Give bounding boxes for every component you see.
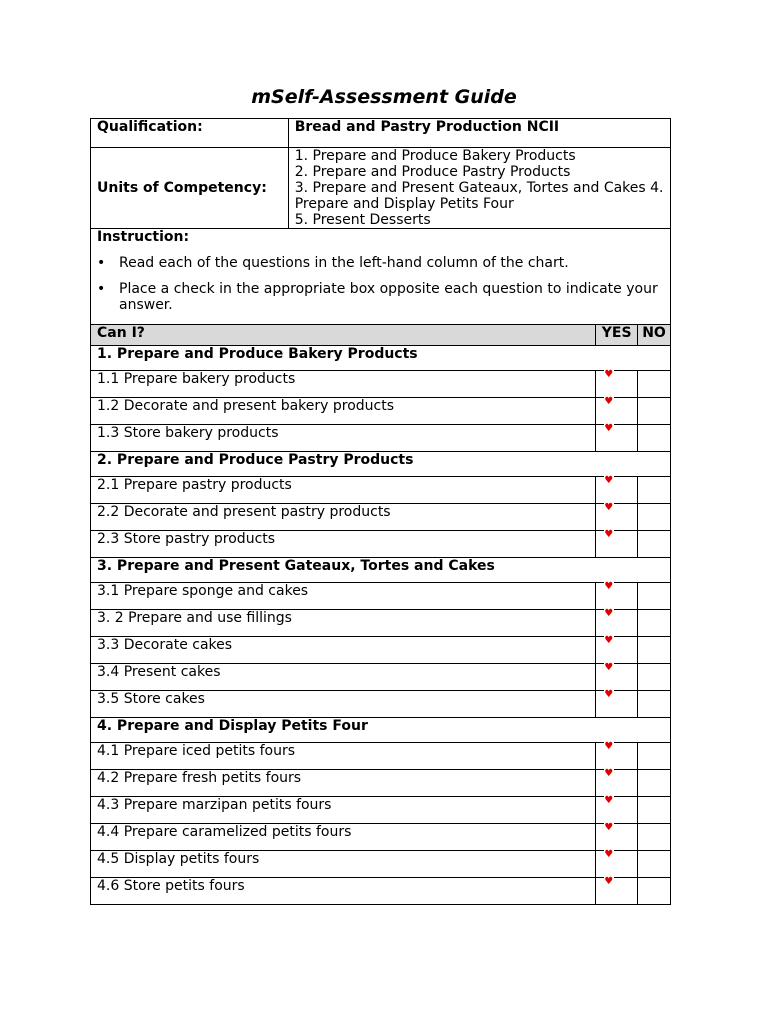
heart-check-icon: ♥	[604, 475, 614, 486]
unit-line: 1. Prepare and Produce Bakery Products	[294, 148, 576, 164]
table-row	[91, 637, 671, 664]
no-checkbox-cell[interactable]	[638, 824, 671, 851]
instruction-label: Instruction:	[97, 229, 190, 245]
question-text: 4.1 Prepare iced petits fours	[91, 743, 596, 770]
check-mark-icon	[604, 663, 614, 671]
heart-check-icon: ♥	[604, 369, 614, 380]
question-text: 2.3 Store pastry products	[91, 531, 596, 558]
check-mark-icon	[604, 424, 614, 432]
table-row	[91, 504, 671, 531]
table-row	[91, 425, 671, 452]
yes-checkbox-cell[interactable]	[596, 797, 638, 824]
yes-checkbox-cell[interactable]	[596, 531, 638, 558]
table-row	[91, 770, 671, 797]
table-row	[91, 477, 671, 504]
no-checkbox-cell[interactable]	[638, 610, 671, 637]
question-text: 1.2 Decorate and present bakery products	[91, 398, 596, 425]
section-row	[91, 346, 671, 371]
question-text: 3.5 Store cakes	[91, 691, 596, 718]
heart-check-icon: ♥	[604, 849, 614, 860]
table-row	[91, 691, 671, 718]
heart-check-icon: ♥	[604, 529, 614, 540]
check-mark-icon	[604, 476, 614, 484]
check-mark-icon	[604, 582, 614, 590]
check-mark-icon	[604, 370, 614, 378]
no-checkbox-cell[interactable]	[638, 878, 671, 905]
check-mark-icon	[604, 796, 614, 804]
unit-line: 3. Prepare and Present Gateaux, Tortes and Cakes 4. Prepare and Display Petits Four	[294, 180, 664, 212]
header-yes: YES	[596, 325, 638, 346]
check-mark-icon	[604, 769, 614, 777]
yes-checkbox-cell[interactable]	[596, 743, 638, 770]
check-mark-icon	[604, 690, 614, 698]
yes-checkbox-cell[interactable]	[596, 878, 638, 905]
yes-checkbox-cell[interactable]	[596, 824, 638, 851]
assessment-table	[90, 118, 671, 905]
section-title: 2. Prepare and Produce Pastry Products	[91, 452, 671, 477]
heart-check-icon: ♥	[604, 502, 614, 513]
yes-checkbox-cell[interactable]	[596, 398, 638, 425]
header-no: NO	[638, 325, 671, 346]
no-checkbox-cell[interactable]	[638, 531, 671, 558]
no-checkbox-cell[interactable]	[638, 371, 671, 398]
yes-checkbox-cell[interactable]	[596, 371, 638, 398]
heart-check-icon: ♥	[604, 822, 614, 833]
table-row	[91, 398, 671, 425]
heart-check-icon: ♥	[604, 768, 614, 779]
bullet-icon: •	[97, 255, 106, 271]
instruction-row	[91, 229, 671, 325]
no-checkbox-cell[interactable]	[638, 664, 671, 691]
no-checkbox-cell[interactable]	[638, 477, 671, 504]
no-checkbox-cell[interactable]	[638, 797, 671, 824]
table-row	[91, 583, 671, 610]
qualification-value: Bread and Pastry Production NCII	[288, 119, 670, 148]
no-checkbox-cell[interactable]	[638, 743, 671, 770]
table-row	[91, 743, 671, 770]
heart-check-icon: ♥	[604, 741, 614, 752]
heart-check-icon: ♥	[604, 662, 614, 673]
section-title: 3. Prepare and Present Gateaux, Tortes and Cakes	[91, 558, 671, 583]
heart-check-icon: ♥	[604, 581, 614, 592]
table-header-row	[91, 325, 671, 346]
question-text: 4.2 Prepare fresh petits fours	[91, 770, 596, 797]
heart-check-icon: ♥	[604, 795, 614, 806]
table-row	[91, 371, 671, 398]
question-text: 4.6 Store petits fours	[91, 878, 596, 905]
question-text: 4.3 Prepare marzipan petits fours	[91, 797, 596, 824]
section-row	[91, 718, 671, 743]
question-text: 2.1 Prepare pastry products	[91, 477, 596, 504]
unit-line: 2. Prepare and Produce Pastry Products	[294, 164, 571, 180]
no-checkbox-cell[interactable]	[638, 770, 671, 797]
check-mark-icon	[604, 609, 614, 617]
yes-checkbox-cell[interactable]	[596, 610, 638, 637]
table-row	[91, 610, 671, 637]
section-row	[91, 452, 671, 477]
question-text: 4.5 Display petits fours	[91, 851, 596, 878]
section-row	[91, 558, 671, 583]
table-row	[91, 878, 671, 905]
heart-check-icon: ♥	[604, 396, 614, 407]
question-text: 3.3 Decorate cakes	[91, 637, 596, 664]
yes-checkbox-cell[interactable]	[596, 851, 638, 878]
yes-checkbox-cell[interactable]	[596, 425, 638, 452]
table-row	[91, 531, 671, 558]
header-can: Can I?	[91, 325, 596, 346]
instruction-bullet	[97, 255, 664, 271]
qualification-row	[91, 119, 671, 148]
no-checkbox-cell[interactable]	[638, 425, 671, 452]
no-checkbox-cell[interactable]	[638, 637, 671, 664]
heart-check-icon: ♥	[604, 876, 614, 887]
check-mark-icon	[604, 503, 614, 511]
check-mark-icon	[604, 636, 614, 644]
no-checkbox-cell[interactable]	[638, 398, 671, 425]
units-label: Units of Competency:	[91, 148, 289, 229]
table-row	[91, 851, 671, 878]
heart-check-icon: ♥	[604, 423, 614, 434]
instruction-text: Place a check in the appropriate box opposite each question to indicate your answer.	[119, 281, 658, 313]
bullet-icon: •	[97, 281, 106, 297]
yes-checkbox-cell[interactable]	[596, 504, 638, 531]
table-row	[91, 797, 671, 824]
question-text: 3.4 Present cakes	[91, 664, 596, 691]
question-text: 1.3 Store bakery products	[91, 425, 596, 452]
check-mark-icon	[604, 877, 614, 885]
qualification-label: Qualification:	[91, 119, 289, 148]
instruction-bullet	[97, 281, 664, 313]
check-mark-icon	[604, 530, 614, 538]
yes-checkbox-cell[interactable]	[596, 691, 638, 718]
yes-checkbox-cell[interactable]	[596, 477, 638, 504]
no-checkbox-cell[interactable]	[638, 691, 671, 718]
heart-check-icon: ♥	[604, 608, 614, 619]
table-row	[91, 664, 671, 691]
units-list	[288, 148, 670, 229]
heart-check-icon: ♥	[604, 689, 614, 700]
heart-check-icon: ♥	[604, 635, 614, 646]
check-mark-icon	[604, 850, 614, 858]
yes-checkbox-cell[interactable]	[596, 583, 638, 610]
yes-checkbox-cell[interactable]	[596, 664, 638, 691]
question-text: 3.1 Prepare sponge and cakes	[91, 583, 596, 610]
question-text: 3. 2 Prepare and use fillings	[91, 610, 596, 637]
units-row	[91, 148, 671, 229]
instruction-cell	[91, 229, 671, 325]
yes-checkbox-cell[interactable]	[596, 770, 638, 797]
instruction-text: Read each of the questions in the left-hand column of the chart.	[119, 255, 569, 271]
check-mark-icon	[604, 742, 614, 750]
no-checkbox-cell[interactable]	[638, 504, 671, 531]
yes-checkbox-cell[interactable]	[596, 637, 638, 664]
check-mark-icon	[604, 397, 614, 405]
section-title: 4. Prepare and Display Petits Four	[91, 718, 671, 743]
check-mark-icon	[604, 823, 614, 831]
unit-line: 5. Present Desserts	[294, 212, 431, 228]
question-text: 4.4 Prepare caramelized petits fours	[91, 824, 596, 851]
section-title: 1. Prepare and Produce Bakery Products	[91, 346, 671, 371]
table-row	[91, 824, 671, 851]
no-checkbox-cell[interactable]	[638, 583, 671, 610]
question-text: 2.2 Decorate and present pastry products	[91, 504, 596, 531]
page-title: mSelf-Assessment Guide	[251, 86, 517, 108]
no-checkbox-cell[interactable]	[638, 851, 671, 878]
question-text: 1.1 Prepare bakery products	[91, 371, 596, 398]
